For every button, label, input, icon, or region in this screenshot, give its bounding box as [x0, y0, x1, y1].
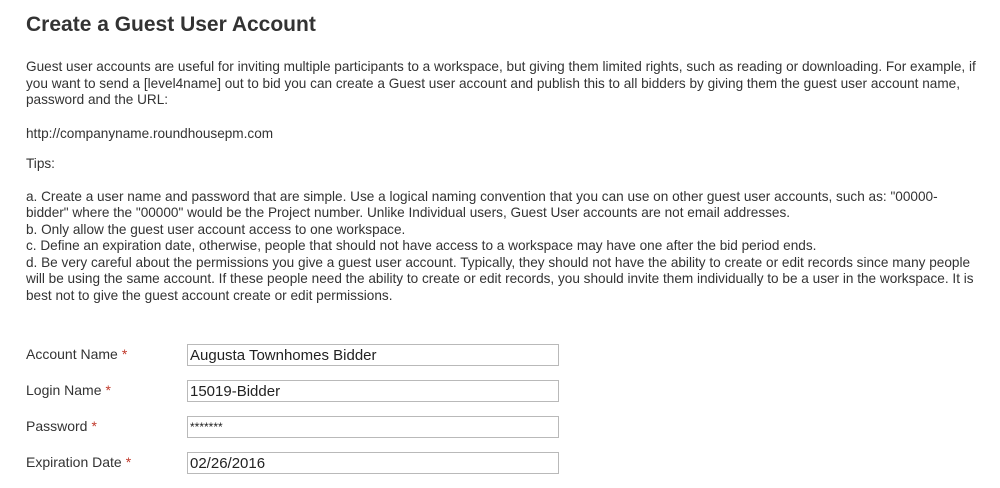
account-name-label: [26, 345, 127, 363]
account-name-input[interactable]: [187, 344, 559, 366]
required-marker: *: [105, 382, 111, 398]
expiration-date-row: [26, 452, 566, 488]
tip-c: c. Define an expiration date, otherwise, people that should not have access to a workspace may have one after the bid period ends.: [26, 238, 817, 253]
login-name-input[interactable]: [187, 380, 559, 402]
url-text: http://companyname.roundhousepm.com: [26, 125, 274, 141]
password-label-text: Password: [26, 418, 88, 434]
login-name-label-text: Login Name: [26, 382, 102, 398]
expiration-date-label: [26, 453, 131, 471]
login-name-label: [26, 381, 111, 399]
tip-b: b. Only allow the guest user account access to one workspace.: [26, 221, 406, 237]
password-row: [26, 416, 566, 452]
required-marker: *: [121, 346, 128, 362]
expiration-date-label-text: Expiration Date: [26, 454, 122, 470]
intro-paragraph: Guest user accounts are useful for inviting multiple participants to a workspace, but giving them limited rights, such as reading or downloading. For example, if you want to send a [level4name] out to bid you can create a Guest user account and publish this to all bidders by giving them the guest user account name, password and the URL:: [26, 59, 976, 107]
tip-a: a. Create a user name and password that are simple. Use a logical naming convention that you can use on other guest user accounts, such as: "00000-bidder" where the "00000" would be the Project number. Unlike Individual users, Guest User accounts are not email addresses.: [26, 188, 938, 220]
required-marker: *: [91, 418, 97, 434]
tip-d: d. Be very careful about the permissions you give a guest user account. Typically, they should not have the ability to create or edit records since many people will be using the same account. If these people need the ability to create or edit records, you should invite them individually to be a user in the workspace. It is best not to give the guest account create or edit permissions.: [26, 254, 974, 303]
login-name-row: [26, 380, 566, 416]
required-marker: *: [125, 454, 132, 470]
page-title: Create a Guest User Account: [26, 13, 316, 36]
tips-list: [26, 189, 977, 305]
account-name-label-text: Account Name: [26, 346, 118, 362]
expiration-date-input[interactable]: [187, 452, 559, 474]
account-name-row: [26, 344, 566, 380]
password-input[interactable]: [187, 416, 559, 438]
guest-account-form: [26, 344, 566, 488]
tips-label: Tips:: [26, 156, 55, 171]
password-label: [26, 417, 97, 435]
